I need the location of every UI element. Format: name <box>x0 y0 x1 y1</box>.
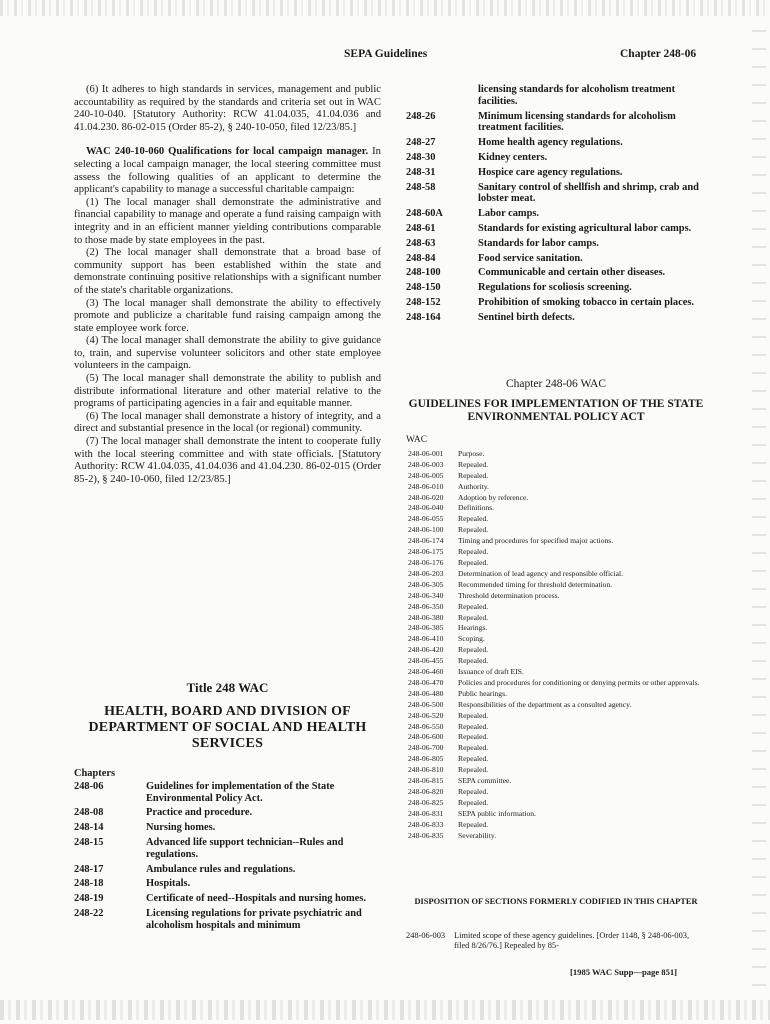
chapter-row <box>406 152 706 167</box>
qualification-item: (4) The local manager shall demonstrate the ability to give guidance to, train, and supervise volunteer solicitors and other state employee volunteers in the campaign. <box>74 335 381 372</box>
scan-noise-bottom <box>0 1000 770 1020</box>
section-intro: In selecting a local campaign manager, the local steering committee must assess the following qualities of an applicant to determine the applicant's capability to manage a successful charitable campaign: <box>74 146 381 196</box>
wac-row <box>408 548 699 557</box>
chapters-table <box>74 781 381 935</box>
wac-number: 248-06-055 <box>408 514 444 524</box>
disposition-text: Limited scope of these agency guidelines. [Order 1148, § 248-06-003, filed 8/26/76.] Repealed by 85- <box>454 931 690 950</box>
chapter-row <box>406 312 706 327</box>
wac-row <box>408 766 699 775</box>
chapter-heading-number: Chapter 248-06 WAC <box>505 378 607 390</box>
wac-number: 248-06-835 <box>408 830 444 840</box>
chapter-number: 248-22 <box>74 907 104 919</box>
chapter-title: Licensing regulations for private psychiatric and alcoholism hospitals and minimum <box>146 907 362 931</box>
wac-number: 248-06-100 <box>408 525 444 535</box>
wac-title: Repealed. <box>458 525 489 535</box>
chapter-row <box>406 111 706 138</box>
wac-number: 248-06-176 <box>408 557 444 567</box>
title-number: Title 248 WAC <box>186 680 269 695</box>
chapter-number: 248-30 <box>406 151 436 163</box>
wac-number: 248-06-550 <box>408 721 444 731</box>
wac-number: 248-06-820 <box>408 787 444 796</box>
wac-label: WAC <box>406 435 428 445</box>
wac-row <box>408 723 699 732</box>
wac-number: 248-06-001 <box>408 448 444 458</box>
wac-title: Responsibilities of the department as a consulted agency. <box>458 699 632 709</box>
wac-title: Repealed. <box>458 557 489 567</box>
wac-number: 248-06-460 <box>408 667 444 677</box>
wac-title: Repealed. <box>458 459 489 469</box>
page-footer: [1985 WAC Supp—page 851] <box>570 967 678 977</box>
wac-title: Repealed. <box>458 765 489 775</box>
wac-row <box>408 614 699 623</box>
wac-title: Repealed. <box>458 710 489 720</box>
chapter-row <box>406 267 706 282</box>
wac-number: 248-06-040 <box>408 503 444 513</box>
wac-row <box>408 537 699 546</box>
wac-number: 248-06-825 <box>408 797 444 807</box>
wac-title: Repealed. <box>458 601 489 611</box>
wac-number: 248-06-380 <box>408 612 444 622</box>
scan-noise-right <box>752 30 766 990</box>
chapter-title: Certificate of need--Hospitals and nursing homes. <box>146 893 366 905</box>
wac-row <box>408 810 699 819</box>
qualification-item: (3) The local manager shall demonstrate the ability to effectively promote and publicize a charitable fund raising campaign among the state employee work force. <box>74 297 381 334</box>
chapter-number: 248-19 <box>74 893 104 905</box>
wac-row <box>408 624 699 633</box>
chapter-title: Kidney centers. <box>478 151 548 163</box>
chapter-title: Standards for existing agricultural labor camps. <box>478 222 692 234</box>
wac-row <box>408 472 699 481</box>
wac-number: 248-06-833 <box>408 819 444 829</box>
wac-number: 248-06-420 <box>408 645 444 655</box>
wac-row <box>408 450 699 459</box>
wac-number: 248-06-203 <box>408 568 444 578</box>
wac-row <box>408 581 699 590</box>
wac-row <box>408 821 699 830</box>
wac-title: Policies and procedures for conditioning or denying permits or other approvals. <box>458 677 700 687</box>
wac-number: 248-06-600 <box>408 732 444 742</box>
wac-row <box>408 832 699 841</box>
wac-number: 248-06-700 <box>408 743 444 753</box>
disposition-entry <box>406 931 706 951</box>
wac-row <box>408 603 699 612</box>
wac-title: Recommended timing for threshold determination. <box>458 579 613 589</box>
qualification-item: (1) The local manager shall demonstrate the administrative and financial capability to manage and operate a fund raising campaign with integrity and in an efficient manner yielding contributions comparable to those made by state employees in the past. <box>74 196 381 246</box>
wac-title: Repealed. <box>458 470 489 480</box>
chapter-number: 248-100 <box>406 267 441 279</box>
chapter-title: Practice and procedure. <box>146 807 253 819</box>
wac-title: Adoption by reference. <box>458 492 529 502</box>
running-head-chapter: Chapter 248-06 <box>620 48 697 60</box>
wac-row <box>408 592 699 601</box>
chapters-list <box>74 768 381 935</box>
wac-title: Threshold determination process. <box>458 590 560 600</box>
title-block <box>74 680 381 752</box>
wac-number: 248-06-003 <box>408 459 444 469</box>
wac-number: 248-06-480 <box>408 688 444 698</box>
chapter-number: 248-150 <box>406 282 441 294</box>
chapter-title: Labor camps. <box>478 208 540 220</box>
wac-row <box>408 690 699 699</box>
section-title: WAC 240-10-060 Qualifications for local campaign manager. <box>86 146 369 158</box>
wac-title: Repealed. <box>458 547 489 557</box>
chapter-number: 248-08 <box>74 807 104 819</box>
wac-row <box>408 504 699 513</box>
wac-row <box>408 744 699 753</box>
wac-title: Repealed. <box>458 743 489 753</box>
chapter-number: 248-61 <box>406 222 436 234</box>
wac-number: 248-06-455 <box>408 656 444 666</box>
wac-number: 248-06-010 <box>408 481 444 491</box>
wac-row <box>408 788 699 797</box>
chapter-row <box>74 878 381 893</box>
chapter-row <box>406 297 706 312</box>
wac-row <box>408 515 699 524</box>
chapter-row <box>74 893 381 908</box>
wac-number: 248-06-831 <box>408 808 444 818</box>
chapter-heading-title: GUIDELINES FOR IMPLEMENTATION OF THE STATE ENVIRONMENTAL POLICY ACT <box>408 398 704 423</box>
chapter-row <box>406 208 706 223</box>
chapter-number: 248-18 <box>74 878 104 890</box>
wac-row <box>408 777 699 786</box>
chapter-title: Hospice care agency regulations. <box>478 166 623 178</box>
left-column <box>74 84 381 486</box>
chapter-number: 248-27 <box>406 137 436 149</box>
qualification-item: (6) The local manager shall demonstrate a history of integrity, and a direct and substantial presence in the local (or regional) community. <box>74 410 381 435</box>
chapter-title: Food service sanitation. <box>478 252 583 264</box>
chapter-row <box>74 864 381 879</box>
chapter-title: Nursing homes. <box>146 822 216 834</box>
chapter-title: Hospitals. <box>146 878 191 890</box>
chapter-title: Sanitary control of shellfish and shrimp, crab and lobster meat. <box>478 181 699 205</box>
wac-title: Repealed. <box>458 612 489 622</box>
disposition-heading: DISPOSITION OF SECTIONS FORMERLY CODIFIED IN THIS CHAPTER <box>414 897 698 906</box>
wac-row <box>408 701 699 710</box>
chapter-number: 248-15 <box>74 836 104 848</box>
wac-number: 248-06-305 <box>408 579 444 589</box>
wac-title: Timing and procedures for specified major actions. <box>458 536 614 546</box>
wac-row <box>408 635 699 644</box>
chapter-number: 248-26 <box>406 110 436 122</box>
wac-row <box>408 559 699 568</box>
wac-row <box>408 712 699 721</box>
wac-number: 248-06-470 <box>408 677 444 687</box>
wac-row <box>408 461 699 470</box>
disposition-number: 248-06-003 <box>406 931 446 940</box>
chapters-table-continued <box>406 111 706 327</box>
wac-number: 248-06-340 <box>408 590 444 600</box>
wac-title: Repealed. <box>458 732 489 742</box>
wac-row <box>408 668 699 677</box>
wac-number: 248-06-815 <box>408 776 444 786</box>
wac-row <box>408 679 699 688</box>
wac-number: 248-06-020 <box>408 492 444 502</box>
wac-section-list <box>406 436 706 843</box>
qualification-item: (7) The local manager shall demonstrate the intent to cooperate fully with the local steering committee and with state officials. [Statutory Authority: RCW 41.04.035, 41.04.036 and 41.04.230. 86-02-015 (Order 85-2), § 240-10-060, filed 12/23/85.] <box>74 436 381 485</box>
chapter-title: Ambulance rules and regulations. <box>146 863 296 875</box>
chapter-number: 248-63 <box>406 237 436 249</box>
wac-row <box>408 494 699 503</box>
chapter-number: 248-152 <box>406 296 441 308</box>
chapter-title: Regulations for scoliosis screening. <box>478 282 632 294</box>
wac-title: Hearings. <box>458 623 488 633</box>
chapter-title: Minimum licensing standards for alcoholism treatment facilities. <box>478 110 676 134</box>
chapter-title: Advanced life support technician--Rules and regulations. <box>146 836 344 860</box>
scan-noise-top <box>0 0 770 16</box>
wac-row <box>408 526 699 535</box>
wac-number: 248-06-005 <box>408 470 444 480</box>
paragraph-standards: (6) It adheres to high standards in services, management and public accountability as required by the standards and criteria set out in WAC 240-10-040. [Statutory Authority: RCW 41.04.035, 41.04.036 and 41.04.230. 86-02-015 (Order 85-2), § 240-10-050, filed 12/23/85.] <box>74 84 381 133</box>
chapter-title: Home health agency regulations. <box>478 137 623 149</box>
wac-number: 248-06-520 <box>408 710 444 720</box>
wac-title: Repealed. <box>458 721 489 731</box>
chapter-row <box>406 182 706 209</box>
chapter-row <box>406 282 706 297</box>
wac-table <box>406 448 701 843</box>
wac-number: 248-06-350 <box>408 601 444 611</box>
chapter-number: 248-14 <box>74 822 104 834</box>
wac-title: Severability. <box>458 830 497 840</box>
chapter-row <box>74 908 381 935</box>
chapter-number: 248-06 <box>74 780 104 792</box>
wac-number: 248-06-810 <box>408 765 444 775</box>
wac-title: Authority. <box>458 481 489 491</box>
qualification-item: (2) The local manager shall demonstrate that a broad base of community support has been established within the state and demonstrate continuing positive relationships with a significant number of the state's charitable organizations. <box>74 247 381 296</box>
wac-title: Repealed. <box>458 754 489 764</box>
wac-title: Definitions. <box>458 503 495 513</box>
wac-number: 248-06-500 <box>408 699 444 709</box>
chapter-title: Communicable and certain other diseases. <box>478 267 666 279</box>
chapter-title: Guidelines for implementation of the State Environmental Policy Act. <box>146 780 335 804</box>
chapter-row <box>406 137 706 152</box>
wac-title: Repealed. <box>458 514 489 524</box>
wac-number: 248-06-410 <box>408 634 444 644</box>
running-head-title: SEPA Guidelines <box>344 48 428 60</box>
wac-title: SEPA committee. <box>458 776 512 786</box>
chapter-title: Standards for labor camps. <box>478 237 599 249</box>
wac-title: Repealed. <box>458 656 489 666</box>
wac-title: Issuance of draft EIS. <box>458 667 524 677</box>
chapter-row <box>74 781 381 808</box>
wac-row <box>408 483 699 492</box>
chapter-number: 248-17 <box>74 863 104 875</box>
wac-title: Purpose. <box>458 448 485 458</box>
chapters-heading: Chapters <box>74 768 115 779</box>
chapter-heading <box>406 378 706 424</box>
chapter-title: Sentinel birth defects. <box>478 311 575 323</box>
wac-title: SEPA public information. <box>458 808 536 818</box>
wac-row <box>408 657 699 666</box>
wac-title: Public hearings. <box>458 688 507 698</box>
wac-number: 248-06-174 <box>408 536 444 546</box>
chapter-number: 248-60A <box>406 208 443 220</box>
wac-row <box>408 799 699 808</box>
chapter-title: Prohibition of smoking tobacco in certain places. <box>478 296 694 308</box>
chapter-row <box>74 822 381 837</box>
wac-number: 248-06-385 <box>408 623 444 633</box>
wac-title: Determination of lead agency and responsible official. <box>458 568 623 578</box>
chapter-number: 248-58 <box>406 181 436 193</box>
chapter-number: 248-31 <box>406 166 436 178</box>
chapter-row <box>406 223 706 238</box>
wac-number: 248-06-805 <box>408 754 444 764</box>
section-qualifications <box>74 146 381 196</box>
chapter-row <box>74 807 381 822</box>
chapter-number: 248-84 <box>406 252 436 264</box>
title-name: HEALTH, BOARD AND DIVISION OF DEPARTMENT OF SOCIAL AND HEALTH SERVICES <box>88 704 367 751</box>
wac-title: Repealed. <box>458 819 489 829</box>
qualification-item: (5) The local manager shall demonstrate the ability to publish and distribute informational literature and other material relative to the programs of participating agencies in a fair and equitable manner. <box>74 373 381 410</box>
chapter-row <box>74 837 381 864</box>
chapter-title-continued: licensing standards for alcoholism treatment facilities. <box>478 84 676 107</box>
chapters-list-continued <box>406 84 706 327</box>
chapter-number: 248-164 <box>406 311 441 323</box>
wac-number: 248-06-175 <box>408 547 444 557</box>
wac-row <box>408 570 699 579</box>
wac-row <box>408 646 699 655</box>
wac-row <box>408 733 699 742</box>
wac-title: Scoping. <box>458 634 485 644</box>
chapter-row <box>406 238 706 253</box>
chapter-row <box>406 167 706 182</box>
wac-title: Repealed. <box>458 797 489 807</box>
wac-title: Repealed. <box>458 787 489 796</box>
wac-row <box>408 755 699 764</box>
wac-title: Repealed. <box>458 645 489 655</box>
chapter-row <box>406 253 706 268</box>
